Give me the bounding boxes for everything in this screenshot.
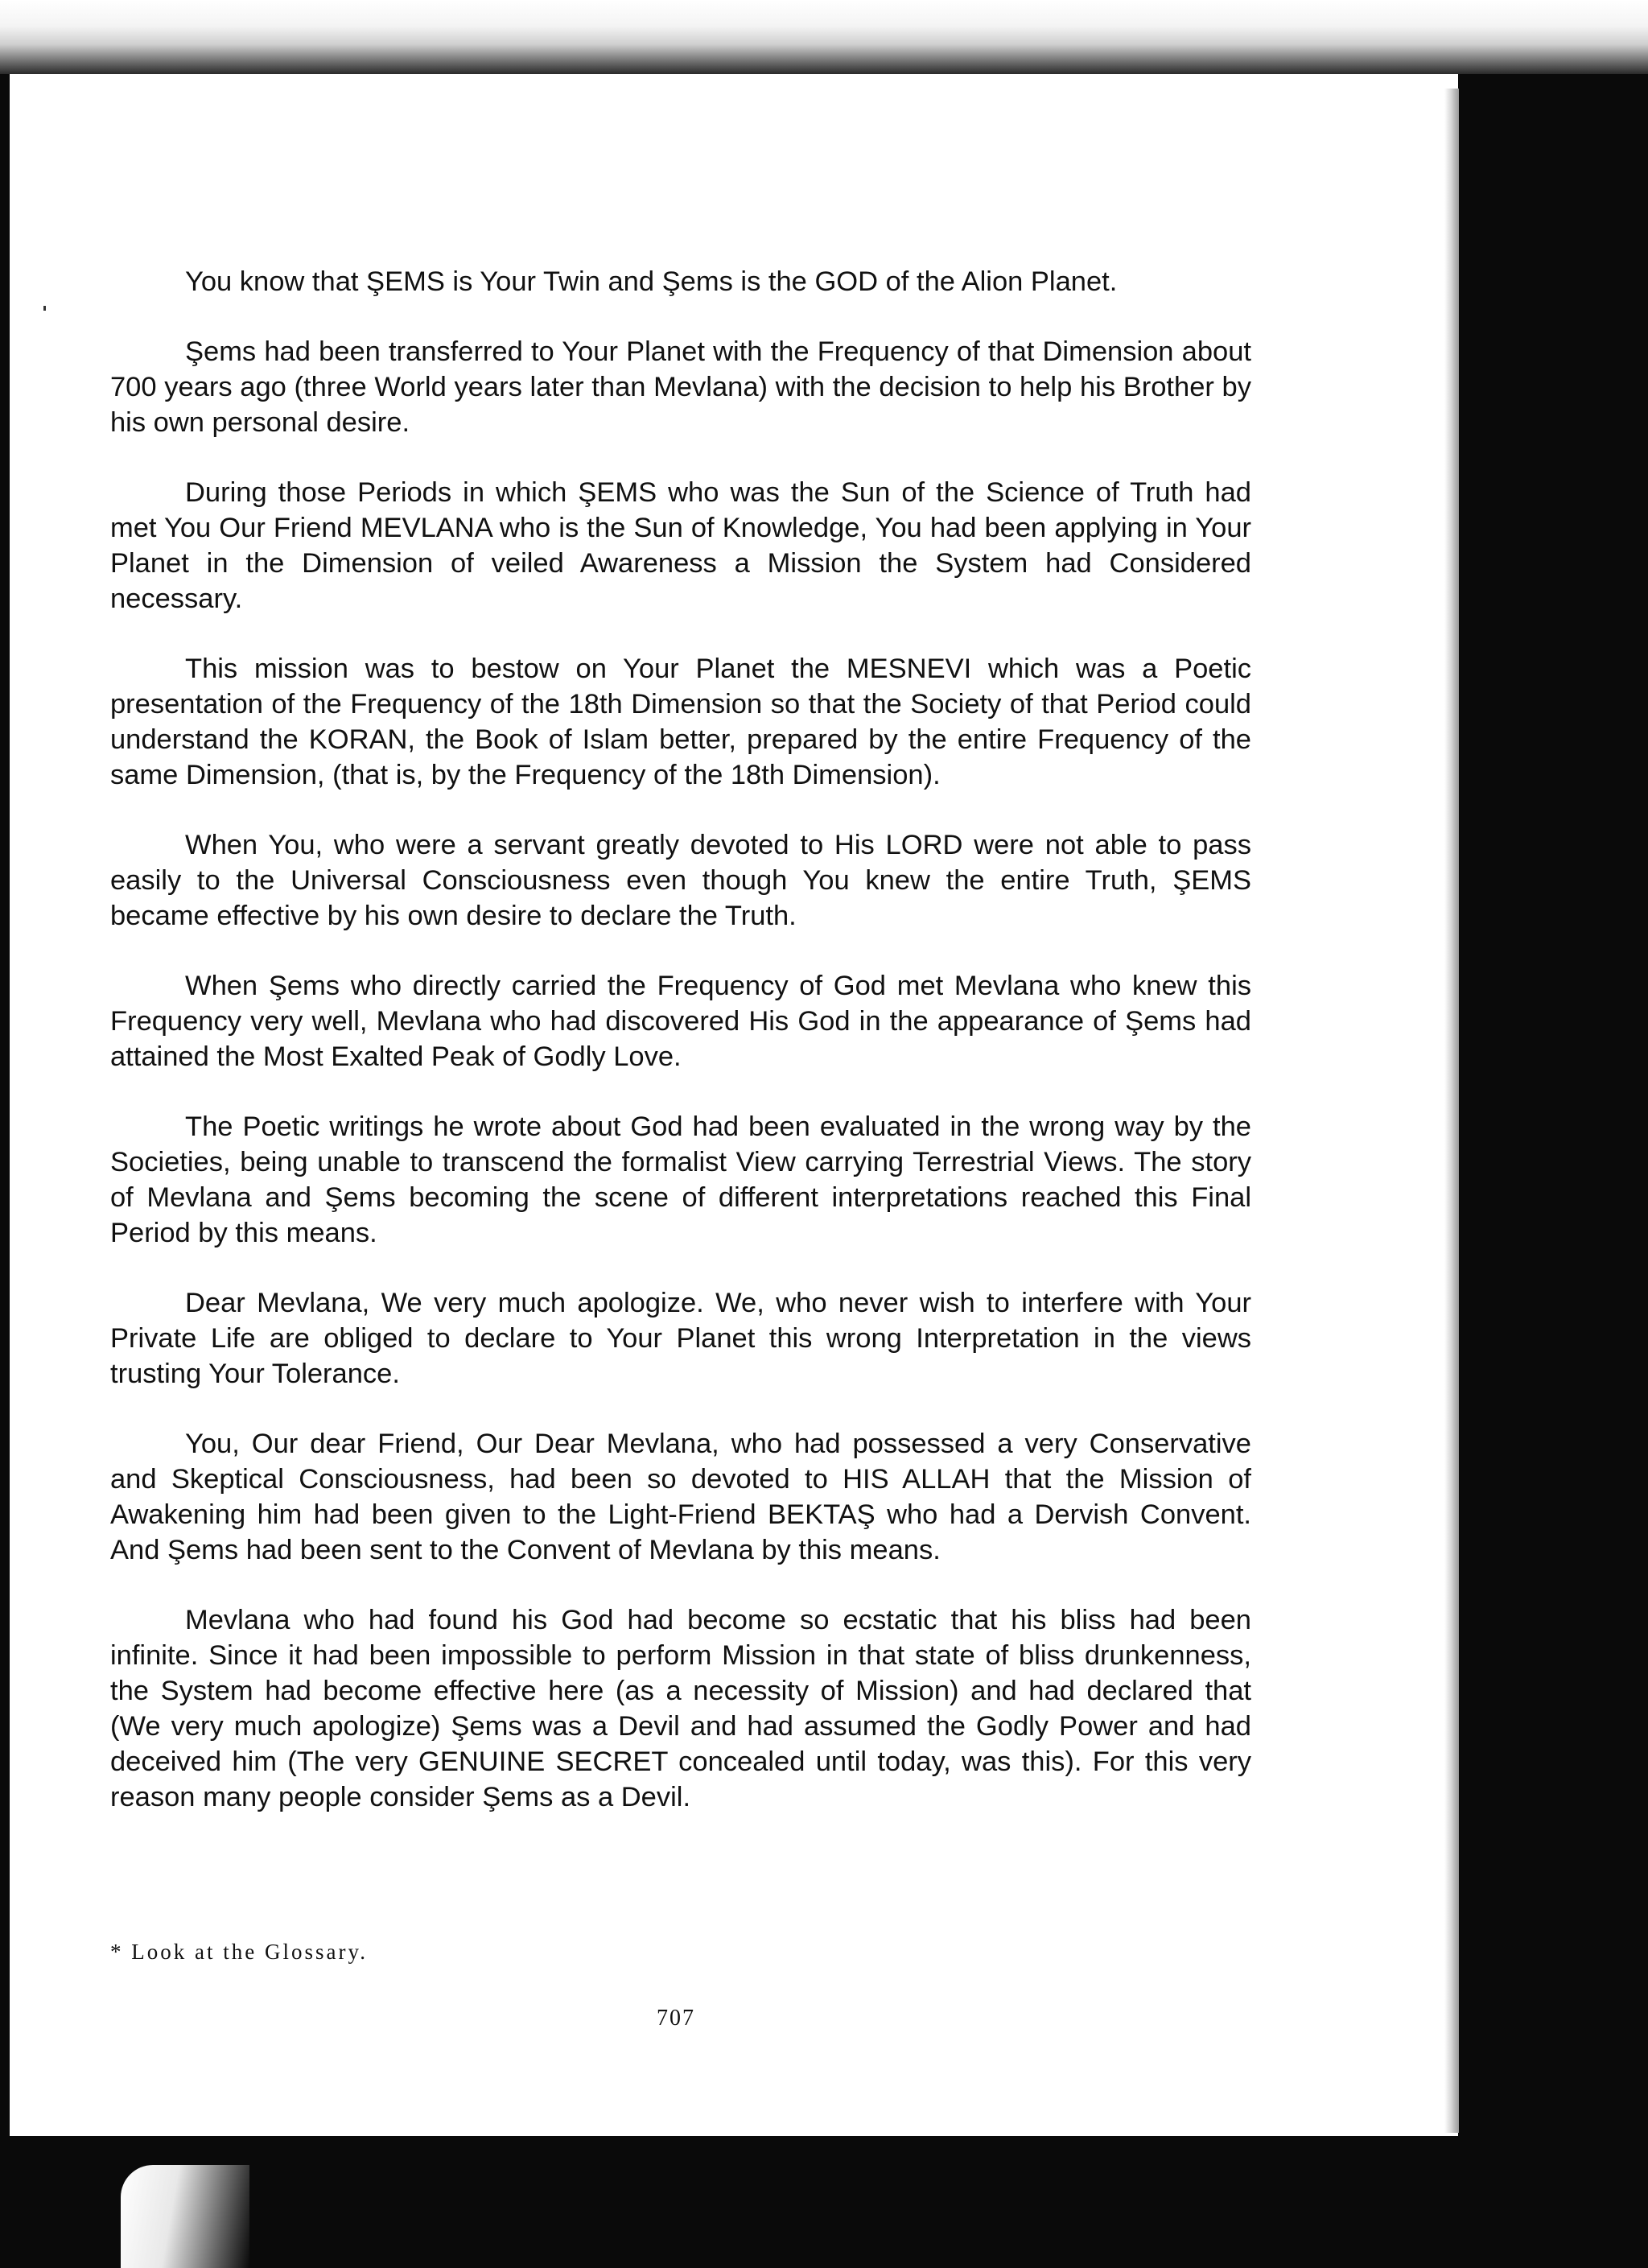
paragraph-3: During those Periods in which ŞEMS who was the Sun of the Science of Truth had met You Our Friend MEVLANA who is the Sun of Knowledge, You had been applying in Your Planet in the Dimension of veiled Awareness a Mission the System had Considered necessary. [110, 477, 1251, 614]
paragraph-10: Mevlana who had found his God had become so ecstatic that his bliss had been infinite. Since it had been impossible to perform Mission in that state of bliss drunkenness, the System had become effective here (as a necessity of Mission) and had declared that (We very much apologize) Şems was a Devil and had assumed the Godly Power and had deceived him (The very GENUINE SECRET concealed until today, was this). For this very reason many people consider Şems as a Devil. [110, 1605, 1251, 1812]
page-edge-shadow [1444, 89, 1459, 2133]
paragraph-9: You, Our dear Friend, Our Dear Mevlana, who had possessed a very Conservative and Skeptical Consciousness, had been so devoted to HIS ALLAH that the Mission of Awakening him had been given to the Light-Friend BEKTAŞ who had a Dervish Convent. And Şems had been sent to the Convent of Mevlana by this means. [110, 1429, 1251, 1565]
scan-speck [43, 306, 46, 311]
footnote: * Look at the Glossary. [110, 1940, 368, 1964]
paragraph-2: Şems had been transferred to Your Planet with the Frequency of that Dimension about 700 years ago (three World years later than Mevlana) with the decision to help his Brother by his own personal desire. [110, 336, 1251, 438]
paragraph-5: When You, who were a servant greatly devoted to His LORD were not able to pass easily to the Universal Consciousness even though You knew the entire Truth, ŞEMS became effective by his own desire to declare the Truth. [110, 830, 1251, 931]
page-number: 707 [657, 2006, 695, 2031]
paragraph-6: When Şems who directly carried the Frequency of God met Mevlana who knew this Frequency very well, Mevlana who had discovered His God in the appearance of Şems had attained the Most Exalted Peak of Godly Love. [110, 971, 1251, 1072]
paragraph-1: You know that ŞEMS is Your Twin and Şems is the GOD of the Alion Planet. [185, 266, 1118, 297]
paragraph-4: This mission was to bestow on Your Planet the MESNEVI which was a Poetic presentation of the Frequency of the 18th Dimension so that the Society of that Period could understand the KORAN, the Book of Islam better, prepared by the entire Frequency of the same Dimension, (that is, by the Frequency of the 18th Dimension). [110, 654, 1251, 790]
scan-top-glare [0, 0, 1648, 74]
paragraph-8: Dear Mevlana, We very much apologize. We, who never wish to interfere with Your Private Life are obliged to declare to Your Planet this wrong Interpretation in the views trusting Your Tolerance. [110, 1288, 1251, 1389]
scan-bottom-glare [121, 2165, 249, 2268]
paragraph-7: The Poetic writings he wrote about God had been evaluated in the wrong way by the Societies, being unable to transcend the formalist View carrying Terrestrial Views. The story of Mevlana and Şems becoming the scene of different interpretations reached this Final Period by this means. [110, 1111, 1251, 1248]
page-body-text [110, 264, 1251, 1849]
